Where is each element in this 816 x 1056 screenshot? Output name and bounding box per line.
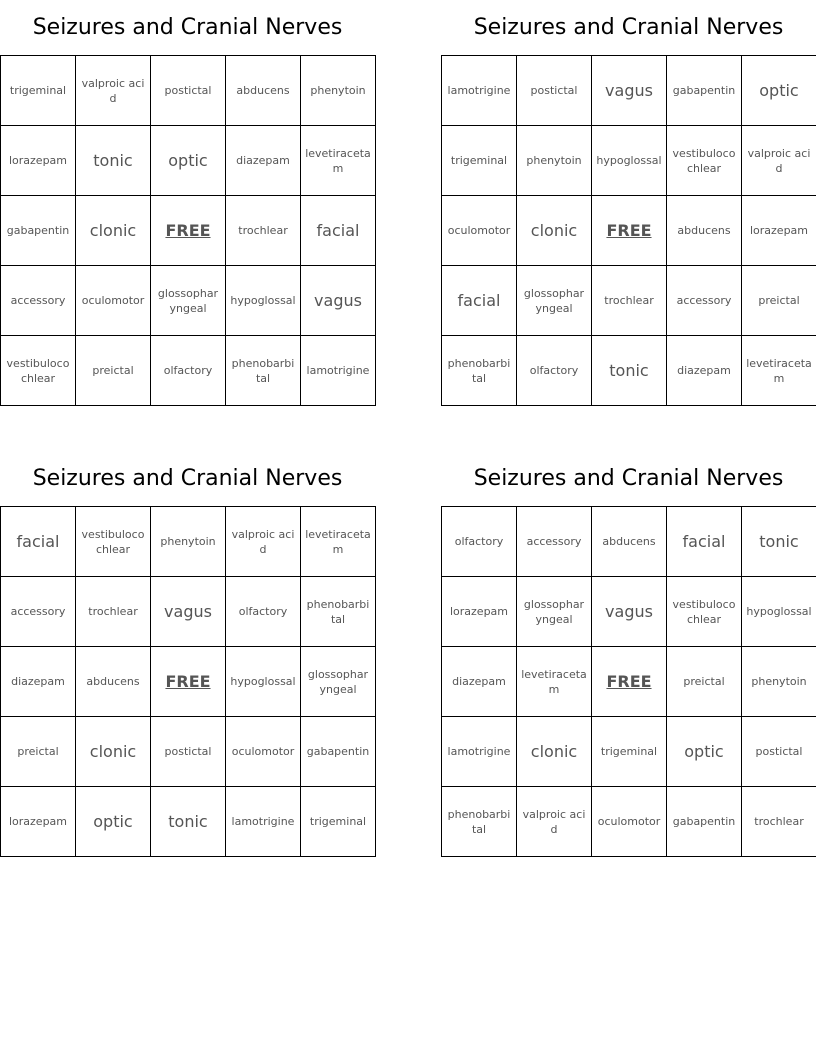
bingo-cell: valproic acid <box>742 126 816 196</box>
bingo-cell: olfactory <box>151 336 226 406</box>
bingo-cell: lorazepam <box>742 196 816 266</box>
bingo-cell: tonic <box>742 507 816 577</box>
grid-row <box>442 577 816 647</box>
bingo-cell: diazepam <box>442 647 517 717</box>
bingo-card-3 <box>0 451 375 857</box>
bingo-cell: abducens <box>76 647 151 717</box>
bingo-cell: optic <box>76 787 151 857</box>
bingo-cell: vagus <box>592 56 667 126</box>
bingo-cell: phenytoin <box>301 56 376 126</box>
bingo-cell: olfactory <box>517 336 592 406</box>
bingo-cell: phenytoin <box>742 647 816 717</box>
bingo-cell: vagus <box>592 577 667 647</box>
bingo-cell: facial <box>667 507 742 577</box>
bingo-cell: accessory <box>517 507 592 577</box>
bingo-cell: optic <box>151 126 226 196</box>
bingo-cell: clonic <box>76 717 151 787</box>
bingo-grid <box>441 506 816 857</box>
bingo-cell: phenytoin <box>517 126 592 196</box>
bingo-cell: accessory <box>1 266 76 336</box>
grid-row <box>1 196 376 266</box>
bingo-cell: trigeminal <box>442 126 517 196</box>
bingo-cell: tonic <box>76 126 151 196</box>
free-space-cell: FREE <box>151 196 226 266</box>
bingo-cell: oculomotor <box>442 196 517 266</box>
bingo-cell: trigeminal <box>1 56 76 126</box>
grid-row <box>442 336 816 406</box>
bingo-cell: oculomotor <box>226 717 301 787</box>
bingo-cell: lorazepam <box>1 126 76 196</box>
bingo-cell: accessory <box>1 577 76 647</box>
grid-row <box>1 647 376 717</box>
bingo-cell: valproic acid <box>76 56 151 126</box>
bingo-cell: abducens <box>592 507 667 577</box>
bingo-cell: glossopharyngeal <box>151 266 226 336</box>
grid-row <box>442 56 816 126</box>
bingo-cell: lamotrigine <box>226 787 301 857</box>
bingo-cell: clonic <box>76 196 151 266</box>
bingo-cell: gabapentin <box>667 787 742 857</box>
bingo-cell: clonic <box>517 717 592 787</box>
bingo-cell: vestibulocochlear <box>76 507 151 577</box>
bingo-cell: diazepam <box>667 336 742 406</box>
bingo-cell: hypoglossal <box>592 126 667 196</box>
bingo-cell: glossopharyngeal <box>301 647 376 717</box>
bingo-cell: phenobarbital <box>301 577 376 647</box>
bingo-cell: hypoglossal <box>226 266 301 336</box>
free-space-cell: FREE <box>151 647 226 717</box>
grid-row <box>442 196 816 266</box>
bingo-grid <box>0 55 376 406</box>
card-title: Seizures and Cranial Nerves <box>473 15 784 40</box>
grid-row <box>1 126 376 196</box>
bingo-cell: gabapentin <box>1 196 76 266</box>
grid-row <box>1 56 376 126</box>
bingo-cell: postictal <box>151 56 226 126</box>
card-title: Seizures and Cranial Nerves <box>32 15 343 40</box>
grid-row <box>442 787 816 857</box>
bingo-cell: levetiracetam <box>517 647 592 717</box>
grid-row <box>1 336 376 406</box>
bingo-cell: preictal <box>667 647 742 717</box>
bingo-cell: trigeminal <box>301 787 376 857</box>
bingo-cell: trochlear <box>592 266 667 336</box>
bingo-cell: levetiracetam <box>301 507 376 577</box>
bingo-cell: preictal <box>1 717 76 787</box>
bingo-cell: lamotrigine <box>301 336 376 406</box>
bingo-cell: preictal <box>742 266 816 336</box>
bingo-cell: postictal <box>742 717 816 787</box>
bingo-cell: vagus <box>151 577 226 647</box>
bingo-cell: vestibulocochlear <box>667 126 742 196</box>
bingo-cell: diazepam <box>1 647 76 717</box>
bingo-cell: lamotrigine <box>442 717 517 787</box>
free-space-cell: FREE <box>592 196 667 266</box>
bingo-cell: trochlear <box>742 787 816 857</box>
bingo-cell: valproic acid <box>226 507 301 577</box>
bingo-card-4 <box>441 451 816 857</box>
bingo-cell: hypoglossal <box>742 577 816 647</box>
grid-row <box>1 577 376 647</box>
bingo-card-1 <box>0 0 375 406</box>
bingo-cell: vestibulocochlear <box>1 336 76 406</box>
bingo-cell: phenobarbital <box>226 336 301 406</box>
bingo-cell: olfactory <box>226 577 301 647</box>
grid-row <box>1 787 376 857</box>
bingo-card-2 <box>441 0 816 406</box>
card-title: Seizures and Cranial Nerves <box>32 466 343 491</box>
bingo-cell: glossopharyngeal <box>517 577 592 647</box>
grid-row <box>442 647 816 717</box>
grid-row <box>1 266 376 336</box>
bingo-cell: postictal <box>517 56 592 126</box>
grid-row <box>442 717 816 787</box>
bingo-cell: facial <box>442 266 517 336</box>
bingo-grid <box>441 55 816 406</box>
bingo-cell: hypoglossal <box>226 647 301 717</box>
grid-row <box>1 507 376 577</box>
bingo-cell: optic <box>667 717 742 787</box>
bingo-cell: olfactory <box>442 507 517 577</box>
bingo-cell: preictal <box>76 336 151 406</box>
bingo-cell: abducens <box>226 56 301 126</box>
card-title: Seizures and Cranial Nerves <box>473 466 784 491</box>
bingo-cell: levetiracetam <box>742 336 816 406</box>
bingo-cell: phenytoin <box>151 507 226 577</box>
bingo-cell: tonic <box>592 336 667 406</box>
bingo-cell: tonic <box>151 787 226 857</box>
bingo-cell: oculomotor <box>592 787 667 857</box>
bingo-cell: oculomotor <box>76 266 151 336</box>
bingo-cell: accessory <box>667 266 742 336</box>
bingo-cell: glossopharyngeal <box>517 266 592 336</box>
bingo-cell: lorazepam <box>1 787 76 857</box>
bingo-cell: postictal <box>151 717 226 787</box>
bingo-cell: facial <box>1 507 76 577</box>
bingo-cell: trochlear <box>226 196 301 266</box>
grid-row <box>442 266 816 336</box>
bingo-cell: phenobarbital <box>442 336 517 406</box>
grid-row <box>442 126 816 196</box>
bingo-cell: gabapentin <box>301 717 376 787</box>
grid-row <box>442 507 816 577</box>
bingo-cell: trochlear <box>76 577 151 647</box>
bingo-cell: levetiracetam <box>301 126 376 196</box>
bingo-grid <box>0 506 376 857</box>
bingo-cell: clonic <box>517 196 592 266</box>
grid-row <box>1 717 376 787</box>
bingo-cell: facial <box>301 196 376 266</box>
bingo-cell: phenobarbital <box>442 787 517 857</box>
bingo-cell: vagus <box>301 266 376 336</box>
bingo-cell: trigeminal <box>592 717 667 787</box>
bingo-cell: diazepam <box>226 126 301 196</box>
bingo-cell: valproic acid <box>517 787 592 857</box>
bingo-cell: optic <box>742 56 816 126</box>
bingo-cell: lamotrigine <box>442 56 517 126</box>
bingo-cell: abducens <box>667 196 742 266</box>
bingo-cell: gabapentin <box>667 56 742 126</box>
bingo-cell: vestibulocochlear <box>667 577 742 647</box>
free-space-cell: FREE <box>592 647 667 717</box>
bingo-cell: lorazepam <box>442 577 517 647</box>
